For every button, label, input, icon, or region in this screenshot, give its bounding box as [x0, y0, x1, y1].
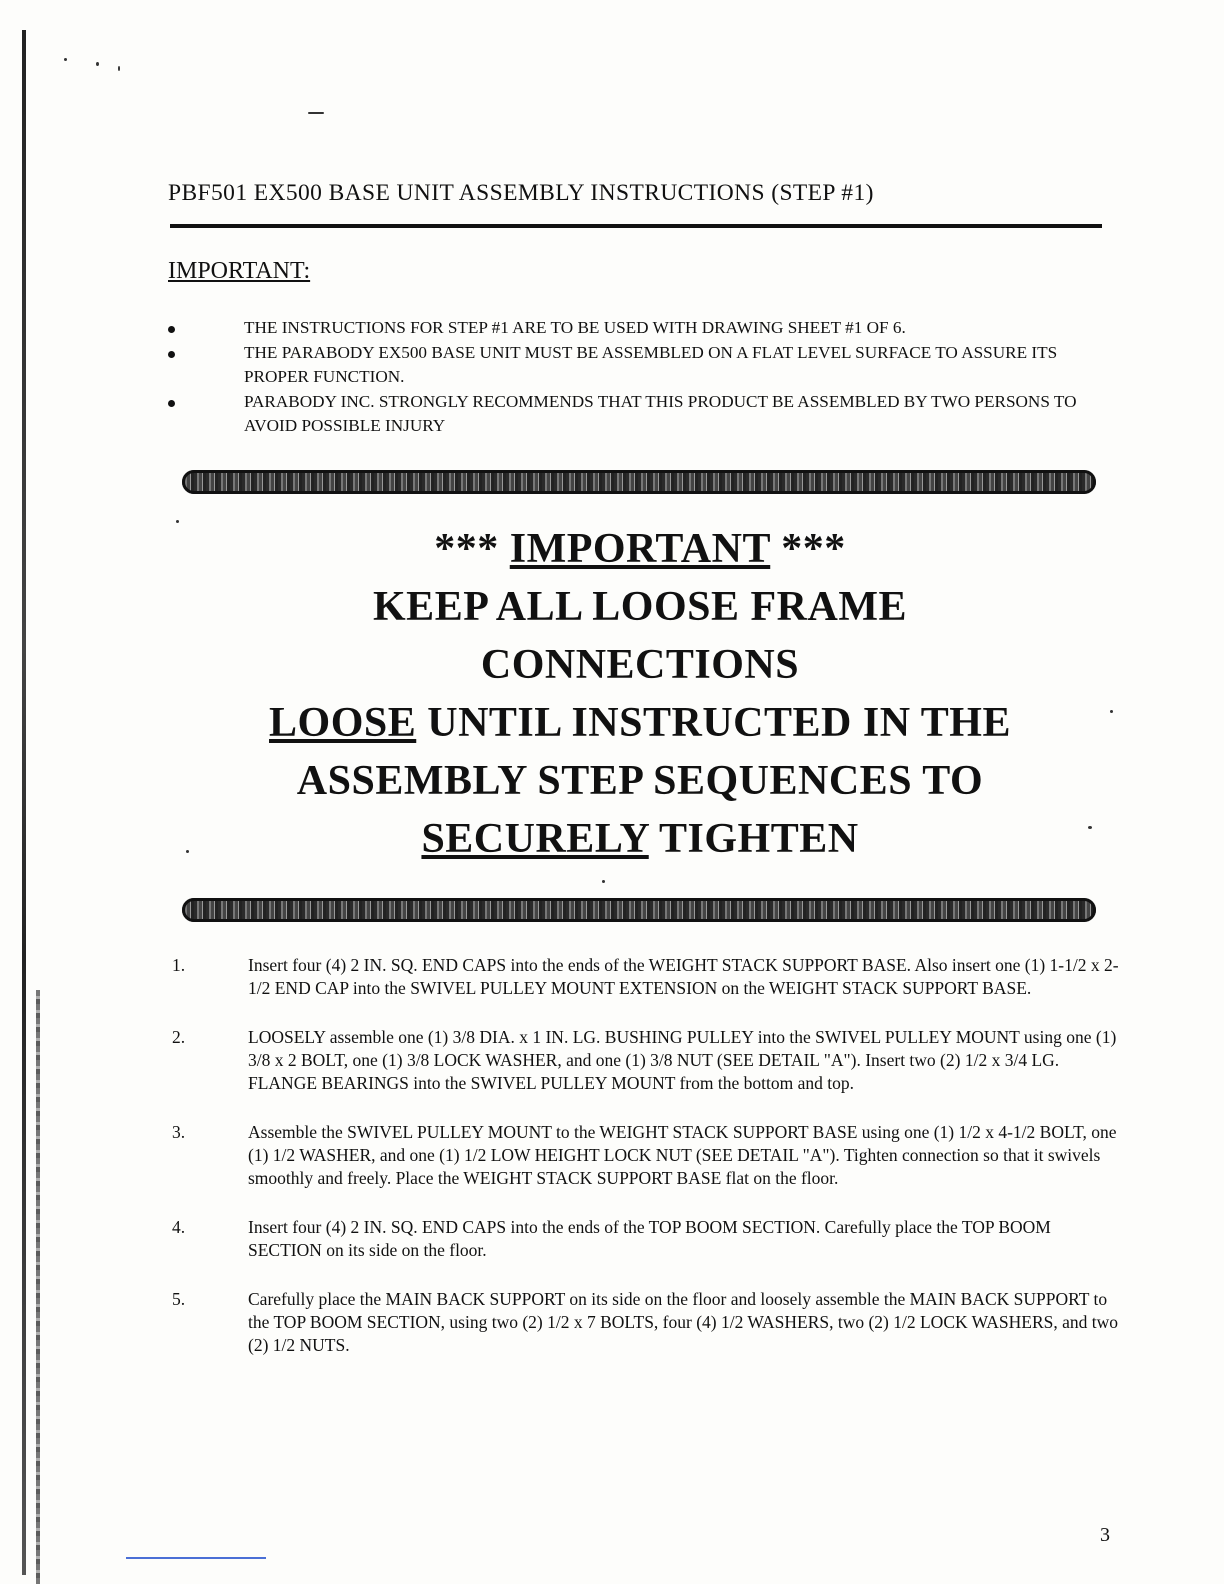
step-number: 2. — [172, 1027, 186, 1047]
bullet-icon — [168, 351, 175, 358]
step-item — [170, 1288, 1120, 1357]
step-item — [170, 954, 1120, 1000]
bullet-text: THE PARABODY EX500 BASE UNIT MUST BE ASSEMBLED ON A FLAT LEVEL SURFACE TO ASSURE ITS PROPER FUNCTION. — [244, 342, 1058, 386]
banner-line-text: UNTIL INSTRUCTED IN THE — [427, 700, 1011, 746]
banner-stars-left: *** — [434, 526, 499, 572]
important-bullet-list — [168, 316, 1108, 439]
scan-speck — [602, 880, 605, 883]
banner-stars-right: *** — [781, 526, 846, 572]
bullet-item — [168, 341, 1108, 390]
page-title: PBF501 EX500 BASE UNIT ASSEMBLY INSTRUCTIONS (STEP #1) — [168, 180, 874, 206]
assembly-steps-list — [170, 954, 1120, 1383]
banner-line — [140, 810, 1140, 868]
bullet-text: THE INSTRUCTIONS FOR STEP #1 ARE TO BE USED WITH DRAWING SHEET #1 OF 6. — [244, 318, 906, 337]
bullet-icon — [168, 326, 175, 333]
step-text: Insert four (4) 2 IN. SQ. END CAPS into the ends of the WEIGHT STACK SUPPORT BASE. Also insert one (1) 1-1/2 x 2-1/2 END CAP into the SWIVEL PULLEY MOUNT EXTENSION on the WEIGHT STACK SUPPORT BASE. — [248, 955, 1119, 998]
step-number: 1. — [172, 955, 186, 975]
step-number: 4. — [172, 1217, 186, 1237]
bullet-icon — [168, 400, 175, 407]
bullet-text: PARABODY INC. STRONGLY RECOMMENDS THAT THIS PRODUCT BE ASSEMBLED BY TWO PERSONS TO AVOID POSSIBLE INJURY — [244, 391, 1077, 435]
scan-speck — [64, 58, 67, 61]
scan-speck — [96, 62, 99, 66]
scan-speck — [308, 112, 324, 114]
step-text: Carefully place the MAIN BACK SUPPORT on its side on the floor and loosely assemble the MAIN BACK SUPPORT to the TOP BOOM SECTION, using two (2) 1/2 x 7 BOLTS, four (4) 1/2 WASHERS, two (2) 1/2 LOCK WASHERS, and two (2) 1/2 NUTS. — [248, 1289, 1119, 1355]
banner-line — [140, 694, 1140, 752]
scan-speck — [118, 66, 120, 71]
scan-edge-shadow — [36, 990, 40, 1584]
banner-line: CONNECTIONS — [480, 642, 800, 688]
step-text: Insert four (4) 2 IN. SQ. END CAPS into the ends of the TOP BOOM SECTION. Carefully place the TOP BOOM SECTION on its side on the floor. — [248, 1217, 1051, 1260]
step-item — [170, 1216, 1120, 1262]
step-number: 5. — [172, 1289, 186, 1309]
scan-edge-left — [22, 30, 26, 1575]
banner-underlined-word: SECURELY — [421, 816, 649, 862]
page-number: 3 — [1100, 1524, 1110, 1546]
step-text: Assemble the SWIVEL PULLEY MOUNT to the WEIGHT STACK SUPPORT BASE using one (1) 1/2 x 4-1/2 BOLT, one (1) 1/2 WASHER, and one (1) 1/2 LOW HEIGHT LOCK NUT (SEE DETAIL "A"). Tighten connection so that it swivels smoothly and freely. Place the WEIGHT STACK SUPPORT BASE flat on the floor. — [248, 1122, 1117, 1188]
banner-line: ASSEMBLY STEP SEQUENCES TO — [296, 758, 984, 804]
important-label: IMPORTANT: — [168, 258, 311, 284]
bullet-item — [168, 316, 1108, 341]
step-text: LOOSELY assemble one (1) 3/8 DIA. x 1 IN. LG. BUSHING PULLEY into the SWIVEL PULLEY MOUNT using one (1) 3/8 x 2 BOLT, one (1) 3/8 LOCK WASHER, and one (1) 3/8 NUT (SEE DETAIL "A"). Insert two (2) 1/2 x 3/4 LG. FLANGE BEARINGS into the SWIVEL PULLEY MOUNT from the bottom and top. — [248, 1027, 1117, 1093]
banner-underlined-word: LOOSE — [269, 700, 417, 746]
divider-bar-bottom — [182, 898, 1096, 922]
step-item — [170, 1121, 1120, 1190]
banner-heading: IMPORTANT — [509, 526, 771, 572]
title-rule — [170, 224, 1102, 228]
banner-line: KEEP ALL LOOSE FRAME — [373, 584, 907, 630]
footer-line — [126, 1557, 266, 1559]
warning-banner — [140, 520, 1140, 868]
bullet-item — [168, 390, 1108, 439]
banner-heading-line — [140, 520, 1140, 578]
step-item — [170, 1026, 1120, 1095]
step-number: 3. — [172, 1122, 186, 1142]
banner-line-text: TIGHTEN — [659, 816, 859, 862]
divider-bar-top — [182, 470, 1096, 494]
